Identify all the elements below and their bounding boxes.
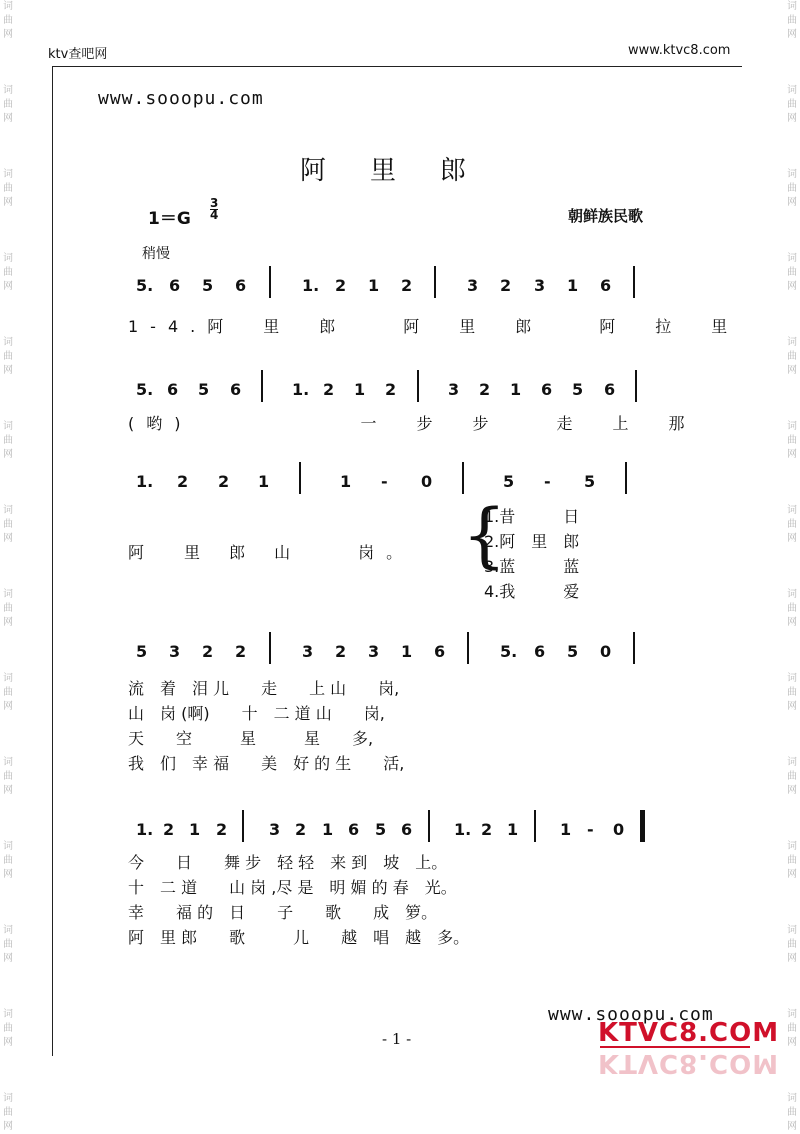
notation-row-2: [128, 368, 668, 414]
verse-brace: {: [462, 494, 507, 576]
note: 5: [202, 276, 214, 295]
note: 1: [401, 642, 413, 661]
note: 1.: [302, 276, 320, 295]
note: 5: [375, 820, 387, 839]
note: 6: [169, 276, 181, 295]
page-number: - 1 -: [382, 1030, 412, 1048]
note: 5.: [136, 380, 154, 399]
note: 5: [567, 642, 579, 661]
lyric-row-3: 阿 里 郎 山 岗。: [128, 543, 415, 562]
note: 6: [434, 642, 446, 661]
note: 5.: [136, 276, 154, 295]
note: 3: [302, 642, 314, 661]
lyric-row-2: (哟) 一 步 步 走 上 那: [128, 414, 697, 433]
note: 2: [335, 642, 347, 661]
barline: [633, 632, 635, 664]
tempo-marking: 稍慢: [142, 246, 170, 262]
note: 2: [500, 276, 512, 295]
verse-row5-line-1: 今 日 舞 步 轻 轻 来 到 坡 上。: [128, 853, 448, 872]
left-margin-rule: [52, 66, 53, 1056]
barline: [299, 462, 301, 494]
ktvc8-logo: KTVC8.COM: [598, 1018, 780, 1048]
note: 2: [335, 276, 347, 295]
note: 6: [230, 380, 242, 399]
verse-branch-4: 4.我 爱: [484, 582, 580, 601]
note: 3: [368, 642, 380, 661]
note: 6: [401, 820, 413, 839]
site-name-link[interactable]: ktv查吧网: [48, 47, 108, 62]
note: 1: [368, 276, 380, 295]
barline: [417, 370, 419, 402]
left-side-watermark: 词 曲 网 词 曲 网 词 曲 网 词 曲 网 词 曲 网 词 曲 网 词 曲 网 词 曲 网 词 曲 网 词 曲 网 词 曲 网 词 曲 网 词 曲 网 词 曲 网: [3, 1, 13, 1132]
note: 5.: [500, 642, 518, 661]
note: 3: [169, 642, 181, 661]
note: 6: [167, 380, 179, 399]
note: 1: [258, 472, 270, 491]
note: 0: [421, 472, 433, 491]
note: 2: [479, 380, 491, 399]
final-barline: [640, 810, 645, 842]
lyric-row-1: 1-4.阿 里 郎 阿 里 郎 阿 拉 里: [128, 317, 740, 336]
note: -: [587, 820, 594, 839]
barline: [462, 462, 464, 494]
verse-row4-line-2: 山 岗 (啊) 十 二 道 山 岗,: [128, 704, 385, 723]
song-source: 朝鲜族民歌: [568, 207, 644, 225]
note: 2: [401, 276, 413, 295]
note: 3: [448, 380, 460, 399]
note: 2: [235, 642, 247, 661]
ktvc8-logo-reflection: KTVC8.COM: [598, 1048, 780, 1078]
verse-row5-line-4: 阿 里 郎 歌 儿 越 唱 越 多。: [128, 928, 470, 947]
note: 1: [354, 380, 366, 399]
note: 5: [198, 380, 210, 399]
note: 3: [534, 276, 546, 295]
verse-branch-2: 2.阿 里 郎: [484, 532, 580, 551]
site-url-link[interactable]: www.ktvc8.com: [628, 43, 731, 58]
note: 6: [604, 380, 616, 399]
notation-row-1: [128, 264, 668, 310]
note: 0: [613, 820, 625, 839]
barline: [261, 370, 263, 402]
note: 6: [235, 276, 247, 295]
note: 6: [600, 276, 612, 295]
verse-row4-line-1: 流 着 泪 儿 走 上 山 岗,: [128, 679, 400, 698]
note: 0: [600, 642, 612, 661]
time-signature-top: 3: [210, 196, 219, 210]
note: 2: [385, 380, 397, 399]
note: 2: [202, 642, 214, 661]
notation-row-3: [128, 460, 668, 506]
note: 2: [218, 472, 230, 491]
time-signature-bottom: 4: [210, 208, 219, 222]
right-side-watermark: 词 曲 网 词 曲 网 词 曲 网 词 曲 网 词 曲 网 词 曲 网 词 曲 网 词 曲 网 词 曲 网 词 曲 网 词 曲 网 词 曲 网 词 曲 网 词 曲 网: [787, 1, 797, 1132]
note: 1.: [454, 820, 472, 839]
barline: [269, 632, 271, 664]
note: -: [544, 472, 551, 491]
verse-branch-3: 3.蓝 蓝: [484, 557, 580, 576]
note: 6: [348, 820, 360, 839]
note: 2: [216, 820, 228, 839]
note: 5: [136, 642, 148, 661]
verse-row5-line-2: 十 二 道 山 岗 ,尽 是 明 媚 的 春 光。: [128, 878, 457, 897]
header-rule: [52, 66, 742, 67]
barline: [269, 266, 271, 298]
note: 6: [534, 642, 546, 661]
note: -: [381, 472, 388, 491]
note: 6: [541, 380, 553, 399]
note: 1: [322, 820, 334, 839]
watermark-url-bottom: www.sooopu.com: [548, 1004, 714, 1025]
note: 5: [572, 380, 584, 399]
verse-row5-line-3: 幸 福 的 日 子 歌 成 箩。: [128, 903, 438, 922]
barline: [635, 370, 637, 402]
note: 5: [503, 472, 515, 491]
note: 3: [467, 276, 479, 295]
barline: [434, 266, 436, 298]
song-title: 阿里郎: [300, 156, 511, 186]
barline: [428, 810, 430, 842]
note: 2: [323, 380, 335, 399]
note: 1: [510, 380, 522, 399]
note: 2: [295, 820, 307, 839]
verse-branch-1: 1.昔 日: [484, 507, 580, 526]
note: 1: [189, 820, 201, 839]
note: 1: [507, 820, 519, 839]
note: 1.: [136, 820, 154, 839]
barline: [633, 266, 635, 298]
verse-row4-line-4: 我 们 幸 福 美 好 的 生 活,: [128, 754, 405, 773]
note: 1: [560, 820, 572, 839]
note: 1.: [292, 380, 310, 399]
notation-row-4: [128, 630, 668, 676]
watermark-url-top: www.sooopu.com: [98, 88, 264, 109]
verse-row4-line-3: 天 空 星 星 多,: [128, 729, 374, 748]
note: 1: [340, 472, 352, 491]
note: 1.: [136, 472, 154, 491]
barline: [534, 810, 536, 842]
barline: [625, 462, 627, 494]
key-signature: 1＝G: [148, 209, 191, 229]
notation-row-5: [128, 808, 668, 854]
note: 2: [177, 472, 189, 491]
barline: [242, 810, 244, 842]
note: 5: [584, 472, 596, 491]
time-signature: [210, 198, 218, 221]
note: 1: [567, 276, 579, 295]
note: 3: [269, 820, 281, 839]
barline: [467, 632, 469, 664]
note: 2: [163, 820, 175, 839]
note: 2: [481, 820, 493, 839]
